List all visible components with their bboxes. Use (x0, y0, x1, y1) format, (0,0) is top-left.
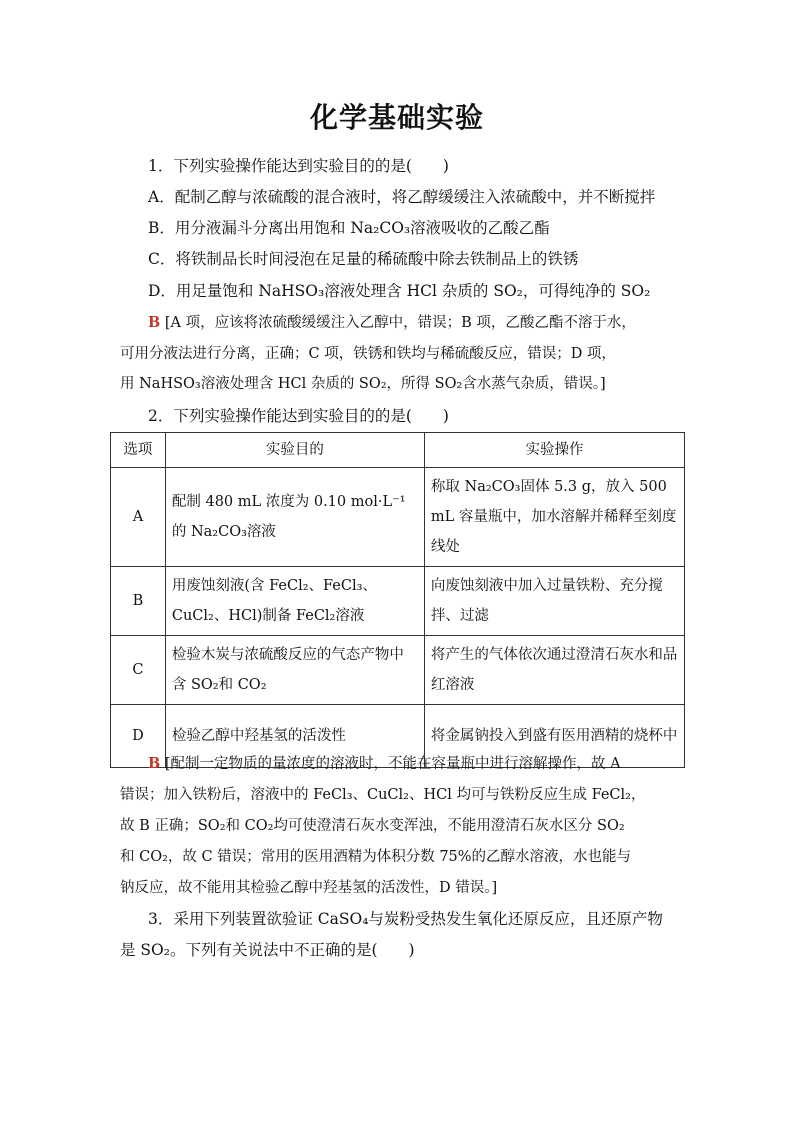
q1-option-d: D．用足量饱和 NaHSO₃溶液处理含 HCl 杂质的 SO₂，可得纯净的 SO₂ (148, 282, 651, 300)
header-option: 选项 (111, 433, 166, 468)
q2-answer-line-4: 和 CO₂，故 C 错误；常用的医用酒精为体积分数 75%的乙醇水溶液，水也能与 (120, 849, 632, 865)
row-goal: 检验乙醇中羟基氢的活泼性 (165, 705, 424, 768)
q2-answer-line-1 (148, 752, 621, 773)
q2-answer-line-2: 错误；加入铁粉后，溶液中的 FeCl₃、CuCl₂、HCl 均可与铁粉反应生成 FeCl₂， (120, 787, 646, 803)
row-option: B (111, 567, 166, 636)
q2-answer-line-5: 钠反应，故不能用其检验乙醇中羟基氢的活泼性，D 错误。] (120, 880, 498, 896)
row-option: D (111, 705, 166, 768)
header-goal: 实验目的 (165, 433, 424, 468)
q2-answer-letter: B (148, 755, 161, 772)
q3-stem-line-2: 是 SO₂。下列有关说法中不正确的是( ) (120, 941, 415, 959)
row-option: A (111, 468, 166, 567)
row-goal: 用废蚀刻液(含 FeCl₂、FeCl₃、CuCl₂、HCl)制备 FeCl₂溶液 (165, 567, 424, 636)
q1-answer-line-3: 用 NaHSO₃溶液处理含 HCl 杂质的 SO₂，所得 SO₂含水蒸气杂质，错误。] (120, 376, 606, 392)
row-goal: 检验木炭与浓硫酸反应的气态产物中含 SO₂和 CO₂ (165, 636, 424, 705)
q2-stem: 2．下列实验操作能达到实验目的的是( ) (148, 407, 449, 425)
q1-option-a: A．配制乙醇与浓硫酸的混合液时，将乙醇缓缓注入浓硫酸中，并不断搅拌 (148, 188, 656, 206)
row-operation: 将产生的气体依次通过澄清石灰水和品红溶液 (424, 636, 684, 705)
q1-stem: 1．下列实验操作能达到实验目的的是( ) (148, 157, 449, 175)
q2-answer-text: [配制一定物质的量浓度的溶液时，不能在容量瓶中进行溶解操作，故 A (164, 756, 621, 772)
q1-option-c: C．将铁制品长时间浸泡在足量的稀硫酸中除去铁制品上的铁锈 (148, 250, 579, 268)
row-operation: 向废蚀刻液中加入过量铁粉、充分搅拌、过滤 (424, 567, 684, 636)
row-goal: 配制 480 mL 浓度为 0.10 mol·L⁻¹的 Na₂CO₃溶液 (165, 468, 424, 567)
row-operation: 称取 Na₂CO₃固体 5.3 g，放入 500 mL 容量瓶中，加水溶解并稀释至刻度线处 (424, 468, 684, 567)
table-row (111, 636, 685, 705)
q1-answer-line-2: 可用分液法进行分离，正确；C 项，铁锈和铁均与稀硫酸反应，错误；D 项， (120, 346, 616, 362)
q1-answer-line-1 (148, 311, 636, 332)
row-option: C (111, 636, 166, 705)
q1-answer-letter: B (148, 314, 161, 331)
q1-answer-text: [A 项，应该将浓硫酸缓缓注入乙醇中，错误；B 项，乙酸乙酯不溶于水， (164, 315, 636, 331)
q1-option-b: B．用分液漏斗分离出用饱和 Na₂CO₃溶液吸收的乙酸乙酯 (148, 219, 550, 237)
header-operation: 实验操作 (424, 433, 684, 468)
row-operation: 将金属钠投入到盛有医用酒精的烧杯中 (424, 705, 684, 768)
table-row (111, 468, 685, 567)
q3-stem-line-1: 3．采用下列装置欲验证 CaSO₄与炭粉受热发生氧化还原反应，且还原产物 (148, 910, 663, 928)
q2-answer-line-3: 故 B 正确；SO₂和 CO₂均可使澄清石灰水变浑浊，不能用澄清石灰水区分 SO₂ (120, 818, 625, 834)
q2-table (110, 432, 685, 768)
page-title: 化学基础实验 (309, 101, 484, 134)
table-header-row (111, 433, 685, 468)
table-row (111, 567, 685, 636)
